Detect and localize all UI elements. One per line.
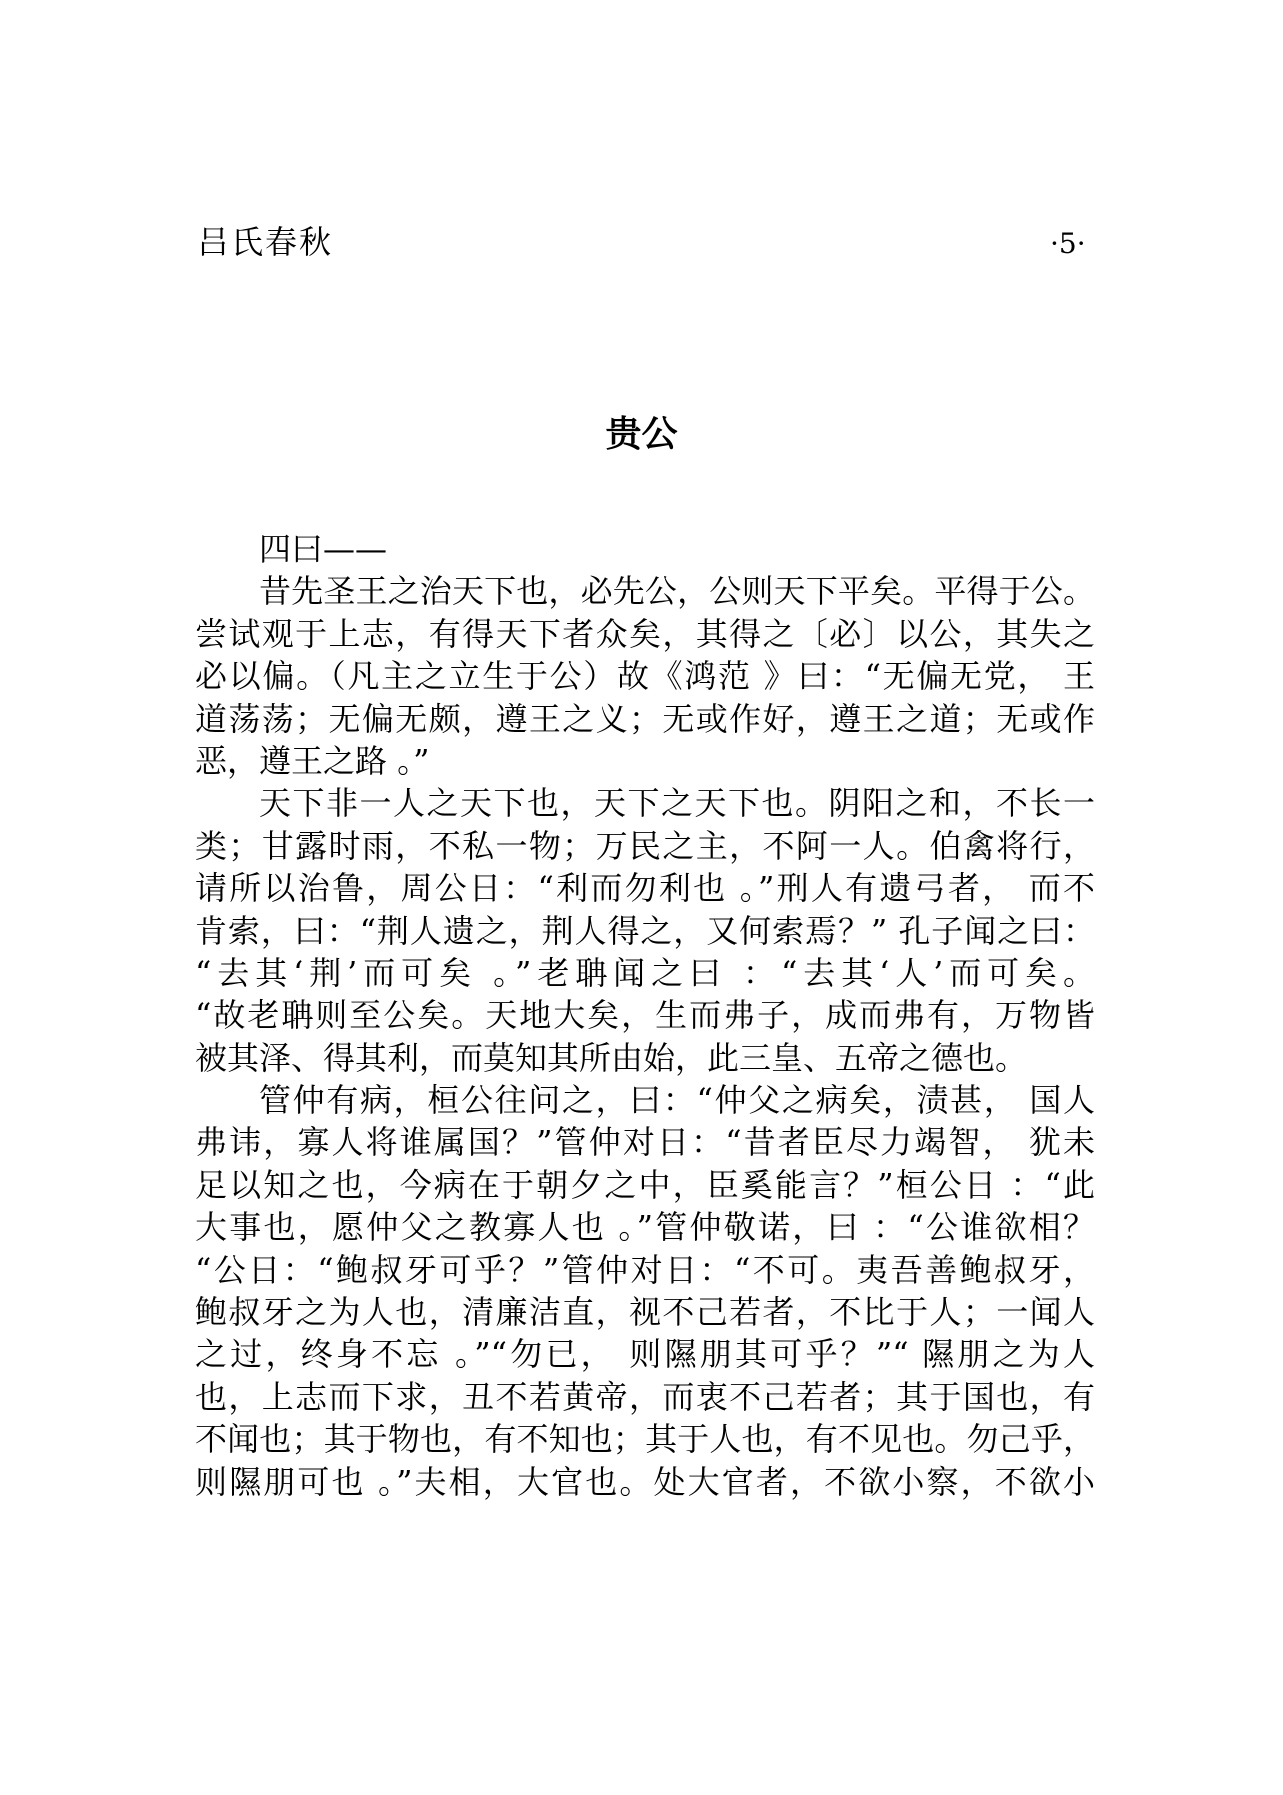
text-line: 则隰朋可也 。”夫相，大官也。处大官者，不欲小察，不欲小	[195, 1462, 1095, 1501]
text-line: 必以偏。（凡主之立生于公）故《鸿范 》曰：“无偏无党， 王	[195, 657, 1095, 696]
chapter-title: 贵公	[605, 414, 678, 455]
text-body	[195, 528, 1095, 1503]
text-line: 尝试观于上志，有得天下者众矣，其得之〔必〕以公，其失之	[195, 614, 1095, 653]
text-line: 请所以治鲁，周公日：“利而勿利也 。”刑人有遗弓者， 而不	[195, 869, 1095, 908]
text-line: 四曰——	[259, 530, 388, 568]
book-title: 吕氏春秋	[197, 223, 334, 261]
text-line: 类；甘露时雨，不私一物；万民之主，不阿一人。伯禽将行，	[195, 826, 1095, 865]
text-line: 肯索，曰：“荆人遗之，荆人得之，又何索焉？” 孔子闻之曰：	[195, 911, 1095, 950]
text-line: 恶，遵王之路 。”	[195, 741, 430, 780]
text-line: 弗讳，寡人将谁属国？”管仲对日：“昔者臣尽力竭智， 犹未	[195, 1123, 1095, 1162]
text-line: 道荡荡；无偏无颇，遵王之义；无或作好，遵王之道；无或作	[195, 699, 1095, 738]
text-line: 不闻也；其于物也，有不知也；其于人也，有不见也。勿己乎，	[195, 1420, 1095, 1459]
text-line: 鲍叔牙之为人也，清廉洁直，视不己若者，不比于人；一闻人	[195, 1293, 1095, 1332]
text-line: “去其‘荆’而可矣 。”老聃闻之曰 ：“去其‘人’而可矣。	[195, 953, 1095, 992]
text-line: “故老聃则至公矣。天地大矣，生而弗子，成而弗有，万物皆	[195, 996, 1095, 1035]
page-number: ·5·	[1050, 227, 1086, 260]
text-line: “公日：“鲍叔牙可乎？”管仲对日：“不可。夷吾善鲍叔牙，	[195, 1250, 1095, 1289]
text-line: 之过，终身不忘 。”“勿已， 则隰朋其可乎？”“ 隰朋之为人	[195, 1335, 1095, 1374]
text-line: 也，上志而下求，丑不若黄帝，而衷不己若者；其于国也，有	[195, 1377, 1095, 1416]
text-line: 足以知之也，今病在于朝夕之中，臣奚能言？”桓公日 ：“此	[195, 1165, 1095, 1204]
text-line: 被其泽、得其利，而莫知其所由始，此三皇、五帝之德也。	[195, 1038, 1028, 1077]
text-line: 管仲有病，桓公往问之，曰：“仲父之病矣，渍甚， 国人	[259, 1081, 1095, 1120]
text-line: 昔先圣王之治天下也，必先公，公则天下平矣。平得于公。	[259, 572, 1095, 611]
text-line: 大事也，愿仲父之教寡人也 。”管仲敬诺，曰 ：“公谁欲相？	[195, 1208, 1095, 1247]
text-line: 天下非一人之天下也，天下之天下也。阴阳之和，不长一	[259, 784, 1095, 823]
